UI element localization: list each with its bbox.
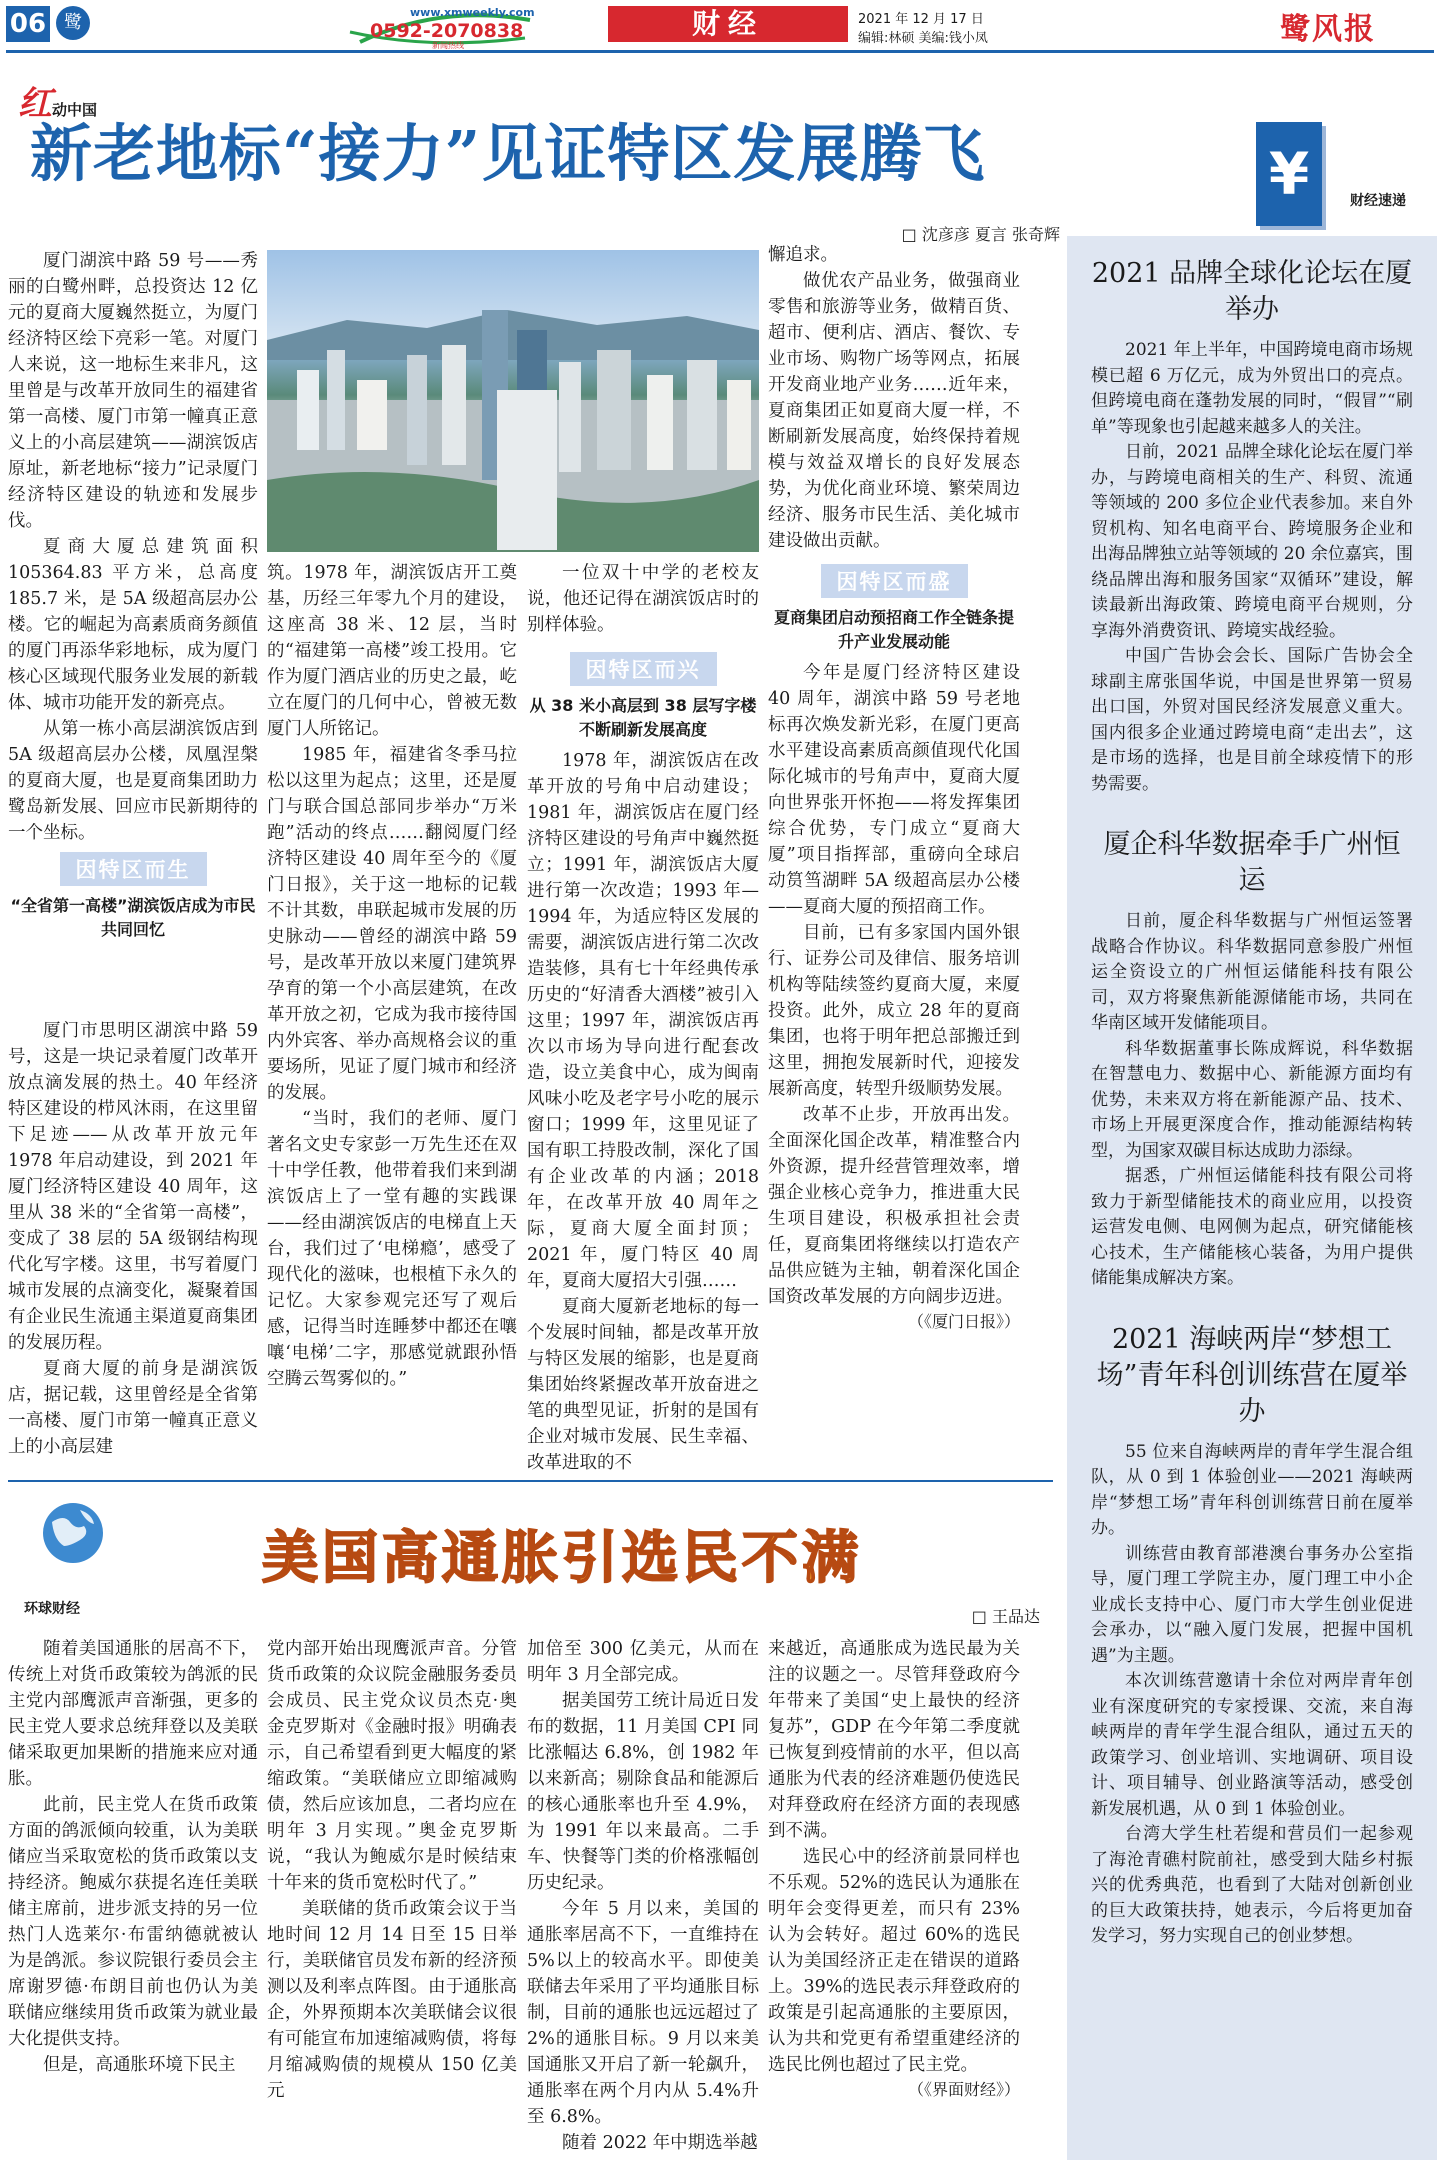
- header-rule: [6, 50, 1434, 53]
- main-headline: 新老地标“接力”见证特区发展腾飞: [30, 117, 986, 190]
- paragraph: 夏商大厦总建筑面积 105364.83 平方米，总高度 185.7 米，是 5A 级超高层办公楼。它的崛起为高素质商务颜值的厦门再添华彩地标，成为厦门核心区域现代服务业发展的新载体、城市功能开发的新亮点。: [8, 537, 258, 713]
- paragraph: 做优农产品业务，做强商业零售和旅游等业务，做精百货、超市、便利店、酒店、餐饮、专业市场、购物广场等网点，拓展开发商业地产业务……近年来，夏商集团正如夏商大厦一样，不断刷新发展高度，始终保持着规模与效益双增长的良好发展态势，为优化商业环境、繁荣周边经济、服务市民生活、美化城市建设做出贡献。: [768, 271, 1020, 551]
- page-header: [0, 0, 1441, 50]
- paragraph: 科华数据董事长陈成辉说，科华数据在智慧电力、数据中心、新能源方面均有优势，未来双方将在新能源产品、技术、市场上开展更深度合作，推动能源结构转型，为国家双碳目标达成助力添绿。: [1091, 1038, 1413, 1161]
- main-col1-paragraphs: [8, 248, 258, 846]
- bottom-byline: □ 王品达: [971, 1607, 1040, 1626]
- paragraph: “当时，我们的老师、厦门著名文史专家彭一万先生还在双十中学任教，他带着我们来到湖滨饭店上了一堂有趣的实践课——经由湖滨饭店的电梯直上天台，我们过了‘电梯瘾’，感受了现代化的滋味，也根植下永久的记忆。大家参观完还写了观后感，记得当时连睡梦中都还在嚷嚷‘电梯’二字，那感觉就跟孙悟空腾云驾雾似的。”: [267, 1109, 517, 1389]
- sub1-tag-wrap: [8, 852, 258, 886]
- main-byline: □ 沈彦彦 夏言 张奇辉: [901, 225, 1060, 244]
- globe-graphic: [40, 1500, 106, 1566]
- paragraph: 1985 年，福建省冬季马拉松以这里为起点；这里，还是厦门与联合国总部同步举办“万米跑”活动的终点……翻阅厦门经济特区建设 40 周年至今的《厦门日报》，关于这一地标的记载不计其数，串联起城市发展的历史脉动——曾经的湖滨中路 59 号，是改革开放以来厦门建筑界孕育的第一个小高层建筑，在改革开放之初，它成为我市接待国内外宾客、举办高规格会议的重要场所，见证了厦门城市和经济的发展。: [267, 745, 517, 1103]
- sidebar-article-title: 2021 海峡两岸“梦想工场”青年科创训练营在厦举办: [1096, 1323, 1408, 1427]
- paragraph: 2021 年上半年，中国跨境电商市场规模已超 6 万亿元，成为外贸出口的亮点。但跨境电商在蓬勃发展的同时，“假冒”“刷单”等现象也引起越来越多人的关注。: [1091, 340, 1413, 437]
- divider-rule: [8, 1480, 1053, 1482]
- editors-line: 编辑:林硕 美编:钱小凤: [858, 31, 988, 46]
- paragraph: 改革不止步，开放再出发。全面深化国企改革，精准整合内外资源，提升经营管理效率，增强企业核心竞争力，推进重大民生项目建设，积极承担社会责任，夏商集团将继续以打造农产品供应链为主轴，朝着深化国企国资改革发展的方向阔步迈进。: [768, 1105, 1020, 1307]
- bottom-col4: [768, 1636, 1020, 2160]
- paragraph: 据美国劳工统计局近日发布的数据，11 月美国 CPI 同比涨幅达 6.8%，创 1982 年以来新高；剔除食品和能源后的核心通胀率也升至 4.9%，为 1991 年以来最高。二手车、快餐等门类的价格涨幅创历史纪录。: [527, 1691, 759, 1893]
- newspaper-seal-icon: 鹭: [56, 6, 90, 40]
- yuan-icon: ¥: [1256, 122, 1322, 226]
- hotline-logo: [340, 2, 540, 50]
- paragraph: 党内部开始出现鹰派声音。分管货币政策的众议院金融服务委员会成员、民主党众议员杰克·奥金克罗斯对《金融时报》明确表示，自己希望看到更大幅度的紧缩政策。“美联储应立即缩减购债，然后应该加息，二者均应在明年 3 月实现。”奥金克罗斯说，“我认为鲍威尔是时候结束十年来的货币宽松时代了。”: [267, 1639, 517, 1893]
- paragraph: 据悉，广州恒运储能科技有限公司将致力于新型储能技术的商业应用，以投资运营发电侧、电网侧为起点，研究储能核心技术，生产储能核心装备，为用户提供储能集成解决方案。: [1091, 1166, 1413, 1288]
- page-number-box: [6, 6, 50, 42]
- sub1-tag: 因特区而生: [60, 852, 207, 886]
- main-col1b: [8, 1018, 258, 1476]
- bottom-headline: 美国高通胀引选民不满: [262, 1526, 862, 1591]
- sidebar: [1067, 236, 1437, 2160]
- sub3-tag: 因特区而盛: [821, 564, 968, 598]
- paragraph: 台湾大学生杜若缇和营员们一起参观了海沧青礁村院前社，感受到大陆乡村振兴的优秀典范，也看到了大陆对创新创业的巨大政策扶持，她表示，今后将更加奋发学习，努力实现自己的创业梦想。: [1091, 1824, 1413, 1946]
- section-title: 财经: [691, 7, 764, 40]
- kicker-rest: 动中国: [52, 101, 98, 119]
- paragraph: 筑。1978 年，湖滨饭店开工奠基，历经三年零九个月的建设，这座高 38 米、12 层，当时的“福建第一高楼”竣工投用。它作为厦门酒店业的历史之最，屹立在厦门的几何中心，曾被无数厦门人所铭记。: [267, 563, 517, 739]
- city-skyline-graphic: [267, 250, 759, 552]
- hotline-label: 新闻热线: [432, 41, 464, 50]
- main-col4: [768, 242, 1020, 1476]
- paragraph: 一位双十中学的老校友说，他还记得在湖滨饭店时的别样体验。: [527, 563, 759, 635]
- hotline-phone: 0592-2070838: [370, 20, 524, 42]
- paragraph: 训练营由教育部港澳台事务办公室指导，厦门理工学院主办，厦门理工中小企业成长支持中心、厦门市大学生创业促进会承办，以“融入厦门发展，把握中国机遇”为主题。: [1091, 1543, 1413, 1666]
- bottom-col2: [267, 1636, 517, 2160]
- globe-label: 环球财经: [24, 1601, 80, 1617]
- sidebar-article-title: 厦企科华数据牵手广州恒运: [1103, 829, 1401, 896]
- newspaper-logo: 鹭风报: [1280, 12, 1376, 47]
- paragraph: 美联储的货币政策会议于当地时间 12 月 14 日至 15 日举行，美联储官员发布新的经济预测以及利率点阵图。由于通胀高企，外界预期本次美联储会议很有可能宣布加速缩减购债，将每月缩减购债的规模从 150 亿美元: [267, 1899, 517, 2101]
- main-col1: [8, 248, 258, 939]
- paragraph: 1978 年，湖滨饭店在改革开放的号角中启动建设；1981 年，湖滨饭店在厦门经济特区建设的号角声中巍然挺立；1991 年，湖滨饭店大厦进行第一次改造；1993 年—1994 年，为适应特区发展的需要，湖滨饭店进行第二次改造装修，具有七十年经典传承历史的“好清香大酒楼”被引入这里；1997 年，湖滨饭店再次以市场为导向进行配套改造，设立美食中心，成为闽南风味小吃及老字号小吃的展示窗口；1999 年，这里见证了国有职工持股改制，深化了国有企业改革的内涵；2018 年，在改革开放 40 周年之际，夏商大厦全面封顶；2021 年，厦门特区 40 周年，夏商大厦招大引强……: [527, 751, 759, 1291]
- page-number: 06: [9, 9, 47, 39]
- sidebar-icon-label: 财经速递: [1350, 193, 1406, 209]
- paragraph: 厦门湖滨中路 59 号——秀丽的白鹭州畔，总投资达 12 亿元的夏商大厦巍然挺立，为厦门经济特区绘下亮彩一笔。对厦门人来说，这一地标生来非凡，这里曾是与改革开放同生的福建省第一高楼、厦门市第一幢真正意义上的小高层建筑——湖滨饭店原址，新老地标“接力”记录厦门经济特区建设的轨迹和发展步伐。: [8, 251, 258, 531]
- bottom-col3: [527, 1636, 759, 2160]
- sub3-title: 夏商集团启动预招商工作全链条提升产业发展动能: [773, 608, 1014, 651]
- sub3-tag-wrap: [768, 564, 1020, 598]
- sub2-title: 从 38 米小高层到 38 层写字楼不断刷新发展高度: [529, 696, 757, 739]
- sub1-title: “全省第一高楼”湖滨饭店成为市民共同回忆: [10, 896, 256, 939]
- paragraph: 随着美国通胀的居高不下，传统上对货币政策较为鸽派的民主党内部鹰派声音渐强，更多的民主党人要求总统拜登以及美联储采取更加果断的措施来应对通胀。: [8, 1639, 258, 1789]
- paragraph: 但是，高通胀环境下民主: [43, 2055, 236, 2075]
- paragraph: 选民心中的经济前景同样也不乐观。52%的选民认为通胀在明年会变得更差，而只有 23%认为会转好。超过 60%的选民认为美国经济正走在错误的道路上。39%的选民表示拜登政府的政策是引起高通胀的主要原因，认为共和党更有希望重建经济的选民比例也超过了民主党。: [768, 1847, 1020, 2075]
- sub2-tag: 因特区而兴: [570, 652, 717, 686]
- section-banner: [608, 6, 848, 42]
- kicker-red: 红: [18, 84, 52, 124]
- paragraph: 夏商大厦的前身是湖滨饭店，据记载，这里曾经是全省第一高楼、厦门市第一幢真正意义上的小高层建: [8, 1359, 258, 1457]
- main-col2: [267, 560, 517, 1476]
- paragraph: 目前，已有多家国内国外银行、证券公司及律信、服务培训机构等陆续签约夏商大厦，来厦投资。此外，成立 28 年的夏商集团，也将于明年把总部搬迁到这里，拥抱发展新时代，迎接发展新高度，转型升级顺势发展。: [768, 923, 1020, 1099]
- paragraph: 日前，2021 品牌全球化论坛在厦门举办，与跨境电商相关的生产、科贸、流通等领域的 200 多位企业代表参加。来自外贸机构、知名电商平台、跨境服务企业和出海品牌独立站等领域的 20 余位嘉宾，围绕品牌出海和服务国家“双循环”建设，解读最新出海政策、跨境电商平台规则，分享海外消费资讯、跨境实战经验。: [1091, 442, 1413, 641]
- bottom-col1: [8, 1636, 258, 2160]
- paragraph: 55 位来自海峡两岸的青年学生混合组队，从 0 到 1 体验创业——2021 海峡两岸“梦想工场”青年科创训练营日前在厦举办。: [1091, 1441, 1413, 1538]
- paragraph: 日前，厦企科华数据与广州恒运签署战略合作协议。科华数据同意参股广州恒运全资设立的广州恒运储能科技有限公司，双方将聚焦新能源储能市场，共同在华南区域开发储能项目。: [1091, 911, 1413, 1033]
- paragraph: 从第一栋小高层湖滨饭店到 5A 级超高层办公楼，凤凰涅槃的夏商大厦，也是夏商集团助力鹭岛新发展、回应市民新期待的一个坐标。: [8, 719, 258, 843]
- site-url[interactable]: www.xmweekly.com: [410, 6, 535, 19]
- sidebar-article-title: 2021 品牌全球化论坛在厦举办: [1091, 258, 1413, 325]
- paragraph: 厦门市思明区湖滨中路 59 号，这是一块记录着厦门改革开放点滴发展的热土。40 年经济特区建设的栉风沐雨，在这里留下足迹——从改革开放元年 1978 年启动建设，到 2021 年厦门经济特区建设 40 周年，这里从 38 米的“全省第一高楼”，变成了 38 层的 5A 级钢结构现代化写字楼。这里，书写着厦门城市发展的点滴变化，凝聚着国有企业民生流通主渠道夏商集团的发展历程。: [8, 1021, 258, 1353]
- issue-date: 2021 年 12 月 17 日: [858, 12, 984, 27]
- paragraph: 加倍至 300 亿美元，从而在明年 3 月全部完成。: [527, 1639, 759, 1685]
- sub2-tag-wrap: [527, 652, 759, 686]
- main-col3: [527, 560, 759, 1476]
- paragraph: 来越近，高通胀成为选民最为关注的议题之一。尽管拜登政府今年带来了美国“史上最快的经济复苏”，GDP 在今年第二季度就已恢复到疫情前的水平，但以高通胀为代表的经济难题仍使选民对拜登政府在经济方面的表现感到不满。: [768, 1639, 1020, 1841]
- skyline-photo: [267, 250, 759, 552]
- paragraph: 今年是厦门经济特区建设 40 周年，湖滨中路 59 号老地标再次焕发新光彩，在厦门更高水平建设高素质高颜值现代化国际化城市的号角声中，夏商大厦向世界张开怀抱——将发挥集团综合优势，专门成立“夏商大厦”项目指挥部，重磅向全球启动筼筜湖畔 5A 级超高层办公楼——夏商大厦的预招商工作。: [768, 663, 1020, 917]
- paragraph: 此前，民主党人在货币政策方面的鸽派倾向较重，认为美联储应当采取宽松的货币政策以支持经济。鲍威尔获提名连任美联储主席前，进步派支持的另一位热门人选莱尔·布雷纳德就被认为是鸽派。参议院银行委员会主席谢罗德·布朗目前也仍认为美联储应继续用货币政策为就业最大化提供支持。: [8, 1795, 258, 2049]
- paragraph: 夏商大厦新老地标的每一个发展时间轴，都是改革开放与特区发展的缩影，也是夏商集团始终紧握改革开放奋进之笔的典型见证，折射的是国有企业对城市发展、民生幸福、改革进取的不: [527, 1297, 759, 1473]
- source-credit: （《厦门日报》）: [907, 1312, 1020, 1331]
- paragraph: 懈追求。: [768, 245, 838, 265]
- paragraph: 随着 2022 年中期选举越: [562, 2133, 758, 2153]
- paragraph: 中国广告协会会长、国际广告协会全球副主席张国华说，中国是世界第一贸易出口国，外贸对国民经济发展意义重大。国内很多企业通过跨境电商“走出去”，这是市场的选择，也是目前全球疫情下的形势需要。: [1091, 646, 1413, 794]
- globe-icon: [40, 1500, 106, 1566]
- paragraph: 本次训练营邀请十余位对两岸青年创业有深度研究的专家授课、交流，来自海峡两岸的青年学生混合组队，通过五天的政策学习、创业培训、实地调研、项目设计、项目辅导、创业路演等活动，感受创新发展机遇，从 0 到 1 体验创业。: [1091, 1671, 1413, 1819]
- paragraph: 今年 5 月以来，美国的通胀率居高不下，一直维持在 5%以上的较高水平。即使美联储去年采用了平均通胀目标制，目前的通胀也远远超过了 2%的通胀目标。9 月以来美国通胀又开启了新一轮飙升，通胀率在两个月内从 5.4%升至 6.8%。: [527, 1899, 759, 2127]
- source-credit: （《界面财经》）: [907, 2080, 1020, 2099]
